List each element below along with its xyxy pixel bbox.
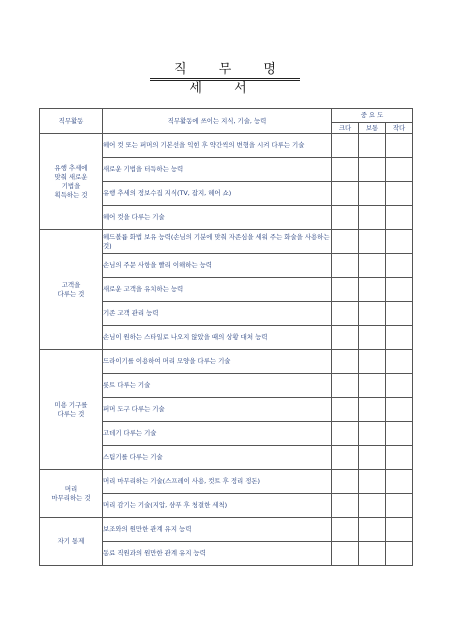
importance-medium-cell[interactable] bbox=[359, 302, 386, 326]
importance-medium-cell[interactable] bbox=[359, 350, 386, 374]
activity-cell bbox=[40, 230, 103, 350]
importance-high-cell[interactable] bbox=[332, 518, 359, 542]
importance-high-cell[interactable] bbox=[332, 350, 359, 374]
skill-description: 유행 추세의 정보수집 지식(TV, 잡지, 헤어 쇼) bbox=[103, 182, 332, 206]
importance-low-cell[interactable] bbox=[386, 278, 413, 302]
skill-description: 동료 직원과의 원만한 관계 유지 능력 bbox=[103, 542, 332, 566]
title-block bbox=[150, 58, 300, 96]
header-activity: 직무활동 bbox=[40, 109, 103, 134]
importance-high-cell[interactable] bbox=[332, 446, 359, 470]
page-title: 직 무 명 세 서 bbox=[174, 62, 290, 96]
importance-low-cell[interactable] bbox=[386, 470, 413, 494]
table-row bbox=[40, 518, 413, 542]
importance-low-cell[interactable] bbox=[386, 230, 413, 254]
skill-description: 헤드볼륨 화법 보유 능력(손님의 기분에 맞춰 자존심을 세워 주는 화술을 사용하는 것) bbox=[103, 230, 332, 254]
skill-description: 머리 마무리하는 기술(스프레이 사용, 컷트 후 정리 정돈) bbox=[103, 470, 332, 494]
importance-low-cell[interactable] bbox=[386, 494, 413, 518]
importance-high-cell[interactable] bbox=[332, 206, 359, 230]
importance-medium-cell[interactable] bbox=[359, 398, 386, 422]
importance-high-cell[interactable] bbox=[332, 542, 359, 566]
activity-cell bbox=[40, 518, 103, 566]
activity-cell bbox=[40, 350, 103, 470]
importance-medium-cell[interactable] bbox=[359, 494, 386, 518]
importance-medium-cell[interactable] bbox=[359, 158, 386, 182]
skill-description: 새로운 기법을 터득하는 능력 bbox=[103, 158, 332, 182]
activity-label-line: 자기 통제 bbox=[57, 537, 85, 545]
importance-low-cell[interactable] bbox=[386, 206, 413, 230]
importance-high-cell[interactable] bbox=[332, 254, 359, 278]
activity-label-line: 기법을 bbox=[61, 181, 81, 190]
importance-high-cell[interactable] bbox=[332, 470, 359, 494]
skill-description: 머리 감기는 기술(지압, 샴푸 후 청결한 세척) bbox=[103, 494, 332, 518]
skill-description: 손님의 주문 사항을 빨리 이해하는 능력 bbox=[103, 254, 332, 278]
skill-description: 보조와의 원만한 관계 유지 능력 bbox=[103, 518, 332, 542]
header-low: 작다 bbox=[386, 123, 413, 134]
skill-description: 손님이 원하는 스타일로 나오지 않았을 때의 상황 대처 능력 bbox=[103, 326, 332, 350]
header-high: 크다 bbox=[332, 123, 359, 134]
importance-medium-cell[interactable] bbox=[359, 518, 386, 542]
importance-low-cell[interactable] bbox=[386, 254, 413, 278]
activity-label-line: 유행 추세에 bbox=[54, 163, 88, 172]
table-row bbox=[40, 230, 413, 254]
importance-low-cell[interactable] bbox=[386, 518, 413, 542]
activity-label-line: 다루는 것 bbox=[57, 409, 85, 418]
importance-medium-cell[interactable] bbox=[359, 278, 386, 302]
skill-description: 롯트 다루는 기술 bbox=[103, 374, 332, 398]
importance-medium-cell[interactable] bbox=[359, 446, 386, 470]
importance-high-cell[interactable] bbox=[332, 302, 359, 326]
importance-high-cell[interactable] bbox=[332, 158, 359, 182]
activity-label-line: 고객을 bbox=[61, 280, 81, 289]
importance-medium-cell[interactable] bbox=[359, 182, 386, 206]
importance-medium-cell[interactable] bbox=[359, 230, 386, 254]
importance-low-cell[interactable] bbox=[386, 446, 413, 470]
importance-low-cell[interactable] bbox=[386, 158, 413, 182]
importance-low-cell[interactable] bbox=[386, 422, 413, 446]
importance-high-cell[interactable] bbox=[332, 422, 359, 446]
importance-low-cell[interactable] bbox=[386, 182, 413, 206]
importance-high-cell[interactable] bbox=[332, 494, 359, 518]
importance-low-cell[interactable] bbox=[386, 542, 413, 566]
activity-label-line: 다루는 것 bbox=[57, 289, 85, 298]
title-underline bbox=[150, 78, 300, 81]
importance-high-cell[interactable] bbox=[332, 230, 359, 254]
header-knowledge: 직무활동에 쓰이는 지식, 기술, 능력 bbox=[103, 109, 332, 134]
importance-low-cell[interactable] bbox=[386, 134, 413, 158]
activity-label-line: 맞춰 새로운 bbox=[54, 172, 88, 181]
importance-medium-cell[interactable] bbox=[359, 422, 386, 446]
table-row bbox=[40, 470, 413, 494]
importance-high-cell[interactable] bbox=[332, 398, 359, 422]
importance-medium-cell[interactable] bbox=[359, 470, 386, 494]
skill-description: 드라이기를 이용하여 머리 모양을 다루는 기술 bbox=[103, 350, 332, 374]
importance-medium-cell[interactable] bbox=[359, 374, 386, 398]
table-row bbox=[40, 134, 413, 158]
importance-high-cell[interactable] bbox=[332, 278, 359, 302]
skill-description: 퍼머 도구 다루는 기술 bbox=[103, 398, 332, 422]
importance-high-cell[interactable] bbox=[332, 134, 359, 158]
importance-low-cell[interactable] bbox=[386, 350, 413, 374]
activity-cell bbox=[40, 134, 103, 230]
skill-description: 헤어 컷 또는 퍼머의 기본선을 익힌 후 약간씩의 변형을 시켜 다루는 기술 bbox=[103, 134, 332, 158]
activity-label-line: 머리 bbox=[64, 484, 78, 493]
activity-label-line: 미용 기구를 bbox=[54, 400, 88, 409]
skill-description: 기존 고객 관리 능력 bbox=[103, 302, 332, 326]
activity-label-line: 획득하는 것 bbox=[54, 190, 88, 199]
importance-medium-cell[interactable] bbox=[359, 206, 386, 230]
table-row bbox=[40, 350, 413, 374]
job-spec-table bbox=[39, 108, 413, 566]
header-medium: 보통 bbox=[359, 123, 386, 134]
skill-description: 고데기 다루는 기술 bbox=[103, 422, 332, 446]
importance-medium-cell[interactable] bbox=[359, 134, 386, 158]
skill-description: 헤어 컷을 다루는 기술 bbox=[103, 206, 332, 230]
importance-low-cell[interactable] bbox=[386, 398, 413, 422]
importance-low-cell[interactable] bbox=[386, 302, 413, 326]
importance-high-cell[interactable] bbox=[332, 374, 359, 398]
importance-medium-cell[interactable] bbox=[359, 542, 386, 566]
skill-description: 새로운 고객을 유치하는 능력 bbox=[103, 278, 332, 302]
importance-high-cell[interactable] bbox=[332, 326, 359, 350]
importance-low-cell[interactable] bbox=[386, 374, 413, 398]
importance-high-cell[interactable] bbox=[332, 182, 359, 206]
activity-cell bbox=[40, 470, 103, 518]
importance-medium-cell[interactable] bbox=[359, 326, 386, 350]
skill-description: 스팀기를 다루는 기술 bbox=[103, 446, 332, 470]
activity-label-line: 마무리하는 것 bbox=[51, 493, 91, 502]
importance-low-cell[interactable] bbox=[386, 326, 413, 350]
header-importance: 중 요 도 bbox=[332, 109, 413, 123]
importance-medium-cell[interactable] bbox=[359, 254, 386, 278]
